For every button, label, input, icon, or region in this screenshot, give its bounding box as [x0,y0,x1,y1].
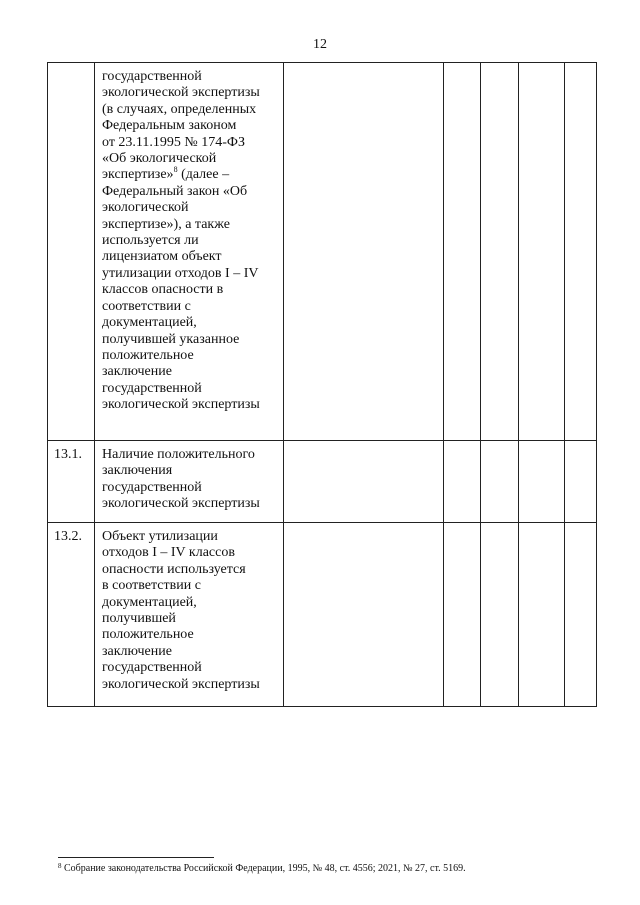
empty-cell [481,63,519,441]
checklist-table [47,62,597,707]
requirement-text: Объект утилизации отходов I – IV классов опасности используется в соответствии с документацией, получившей положительное заключение государственной экологической экспертизы [95,523,284,707]
empty-cell [565,523,597,707]
requirement-text: государственной экологической экспертизы (в случаях, определенных Федеральным законом от 23.11.1995 № 174-ФЗ «Об экологической экспертизе»$^8$ (далее – Федеральный закон «Об экологической экспертизе»), а также используется ли лицензиатом объект утилизации отходов I – IV классов опасности в соответствии с документацией, получившей указанное положительное заключение государственной экологической экспертизы [95,63,284,441]
empty-cell [444,523,481,707]
table-row [48,441,597,523]
empty-cell [565,441,597,523]
empty-cell [284,63,444,441]
table-row [48,523,597,707]
footnote [58,863,466,874]
row-number: 13.1. [48,441,95,523]
empty-cell [481,441,519,523]
empty-cell [284,523,444,707]
empty-cell [565,63,597,441]
empty-cell [519,63,565,441]
footnote-mark: 8 [58,862,62,870]
footnote-divider [58,857,214,858]
empty-cell [519,441,565,523]
empty-cell [444,441,481,523]
footnote-reference: 8 [173,165,178,175]
requirement-text: Наличие положительного заключения государственной экологической экспертизы [95,441,284,523]
empty-cell [481,523,519,707]
empty-cell [444,63,481,441]
row-number [48,63,95,441]
row-number: 13.2. [48,523,95,707]
table-row [48,63,597,441]
empty-cell [284,441,444,523]
page-number: 12 [313,37,327,52]
empty-cell [519,523,565,707]
footnote-text: Собрание законодательства Российской Федерации, 1995, № 48, ст. 4556; 2021, № 27, ст. 5169. [61,863,466,874]
